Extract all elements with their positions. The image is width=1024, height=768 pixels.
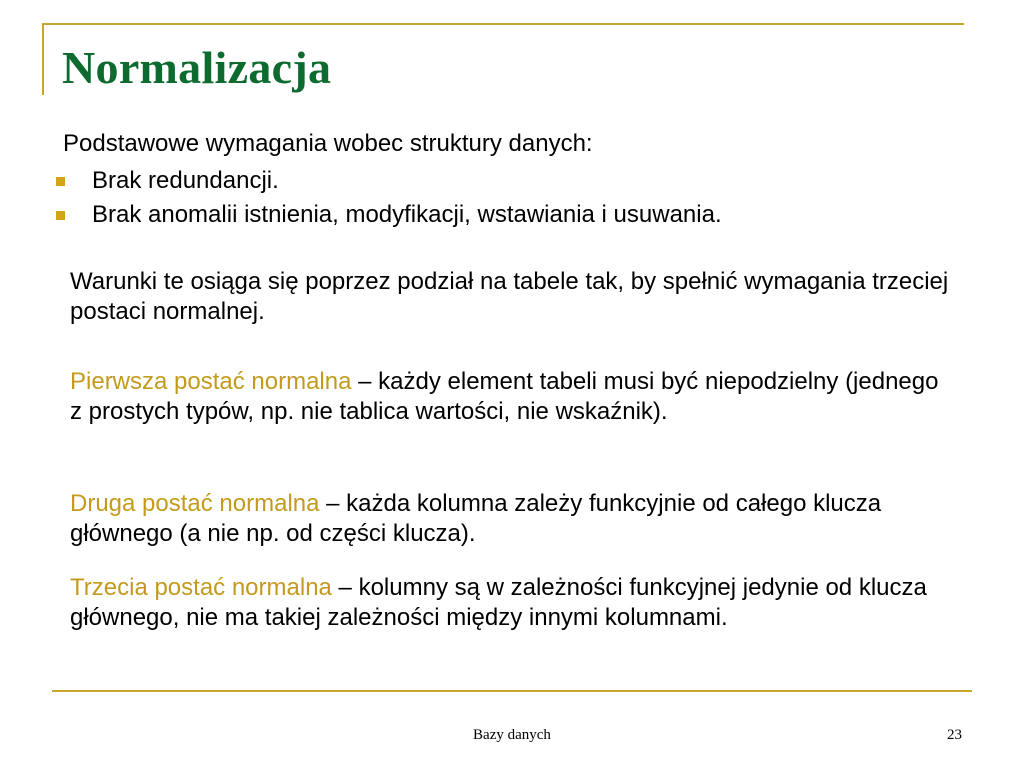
bullet-item (55, 198, 722, 232)
definition-term: Trzecia postać normalna (70, 574, 332, 601)
definition-text: – każdy element tabeli musi być niepodzielny (jednego z prostych typów, np. nie tablica wartości, nie wskaźnik). (70, 368, 939, 425)
slide-title: Normalizacja (62, 42, 332, 93)
page-number: 23 (947, 727, 962, 743)
square-bullet-icon (56, 211, 65, 220)
definition-3nf (70, 573, 950, 633)
definition-2nf (70, 489, 950, 549)
bullet-text: Brak anomalii istnienia, modyfikacji, wstawiania i usuwania. (92, 201, 722, 228)
definition-term: Pierwsza postać normalna (70, 368, 352, 395)
bullet-list (55, 164, 722, 232)
bottom-frame-line (52, 690, 972, 692)
bullet-item (55, 164, 722, 198)
square-bullet-icon (56, 177, 65, 186)
definition-term: Druga postać normalna (70, 490, 320, 517)
footer-title: Bazy danych (473, 727, 551, 743)
definition-1nf (70, 367, 950, 427)
bullet-text: Brak redundancji. (92, 167, 279, 194)
definition-text: – każda kolumna zależy funkcyjnie od całego klucza głównego (a nie np. od części klucza). (70, 490, 882, 547)
top-frame-line (42, 23, 964, 25)
left-frame-line (42, 23, 44, 95)
paragraph-conditions: Warunki te osiąga się poprzez podział na tabele tak, by spełnić wymagania trzeciej postaci normalnej. (70, 268, 949, 325)
definition-text: – kolumny są w zależności funkcyjnej jedynie od klucza głównego, nie ma takiej zależności między innymi kolumnami. (70, 574, 927, 631)
intro-text: Podstawowe wymagania wobec struktury danych: (63, 130, 593, 157)
